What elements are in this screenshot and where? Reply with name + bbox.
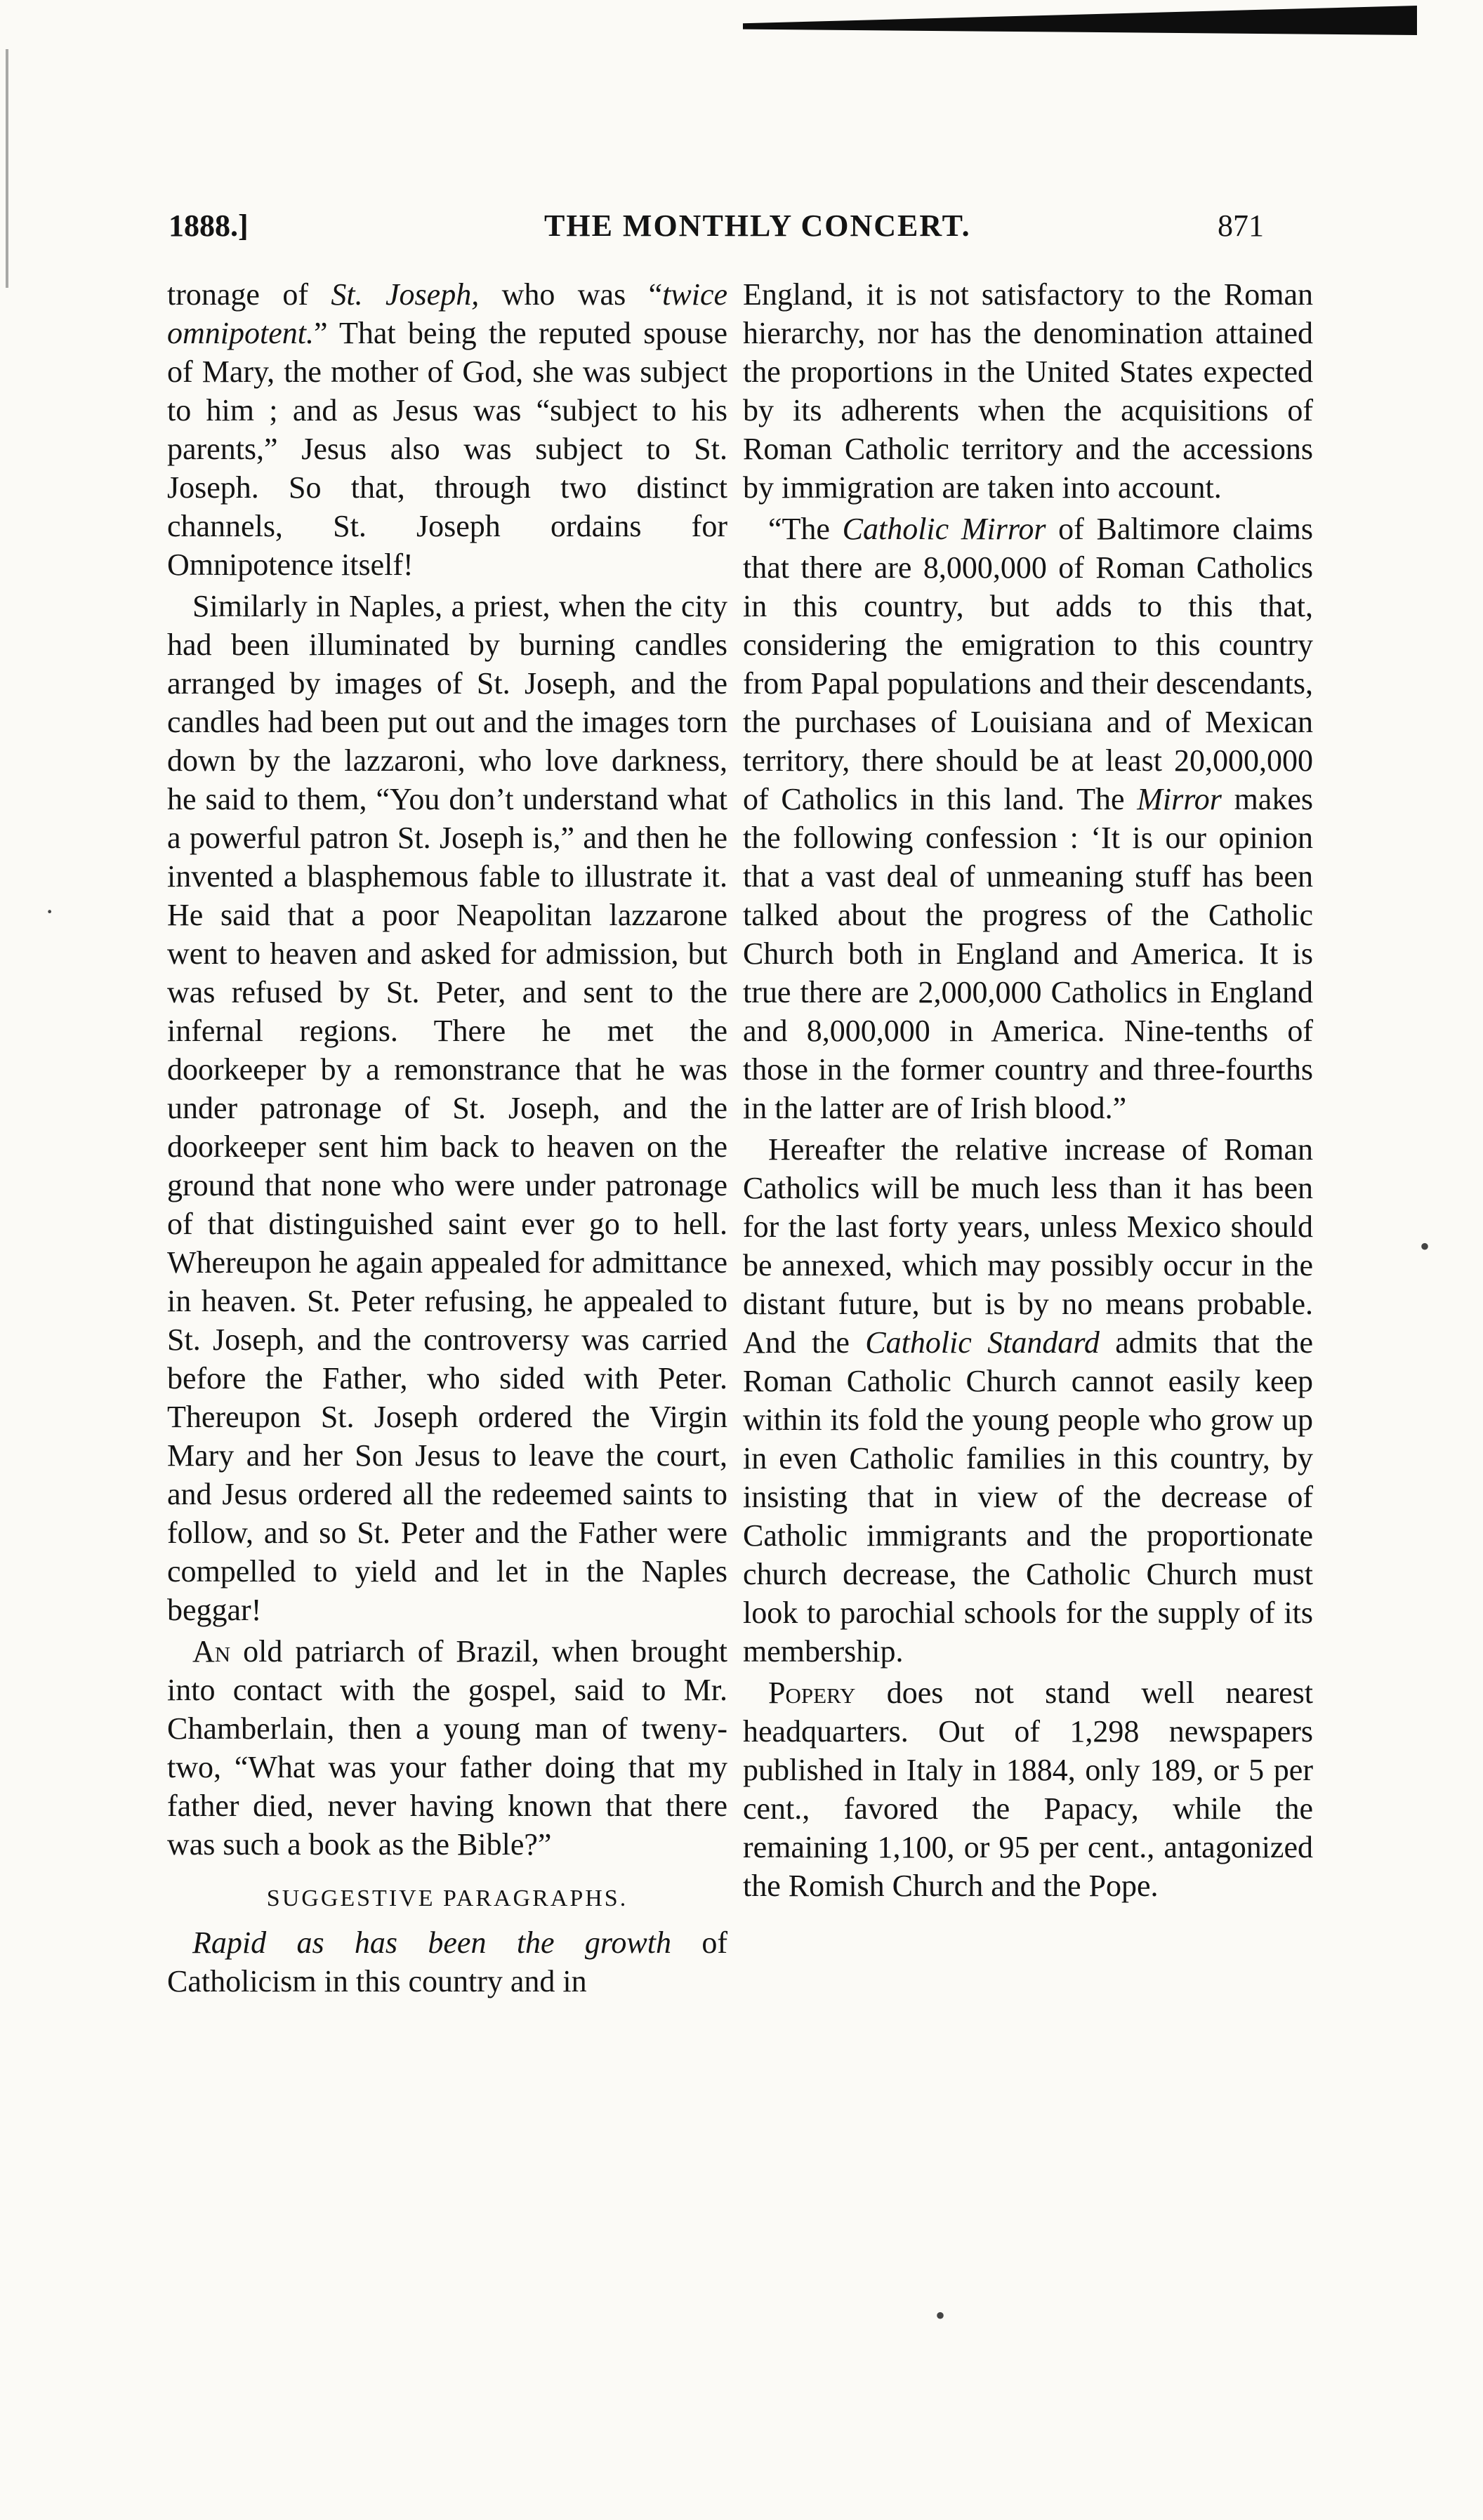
section-subheading: SUGGESTIVE PARAGRAPHS. [266, 1885, 628, 1911]
text-run: admits that the Roman Catholic Church cannot easily keep within its fold the young people who grow up in even Catholic families in this country, by insisting that in view of the decrease of Catholic immigrants and the proportionate church decrease, the Catholic Church must look to parochial schools for the supply of its membership. [743, 1325, 1314, 1669]
text-run-smallcaps: Popery [768, 1676, 856, 1710]
text-run: of Catholicism in this country and in [167, 1925, 727, 1998]
text-run: Hereafter the relative increase of Roman Catholics will be much less than it has been for the last forty years, unless Mexico should be annexed, which may possibly occur in the distant future, but is by no means probable. And the [743, 1132, 1313, 1360]
text-run: does not stand well nearest headquarters. Out of 1,298 newspapers published in Italy in 1884, only 189, or 5 per cent., favored the Papacy, while the remaining 1,100, or 95 per cent., antagonized the Romish Church and the Pope. [743, 1676, 1313, 1903]
text-run: of Baltimore claims that there are 8,000,000 of Roman Catholics in this country, but adds to this that, considering the emigration to this country from Papal populations and their descendants, the purchases of Louisiana and of Mexican territory, there should be at least 20,000,000 of Catholics in this land. The [743, 512, 1314, 816]
right-column [743, 275, 1313, 1908]
running-header [169, 208, 1264, 250]
header-page-number: 871 [1218, 208, 1264, 243]
left-paragraph-4 [167, 1923, 727, 2001]
text-run: who was “ [479, 277, 663, 312]
text-run-smallcaps: An [192, 1634, 231, 1669]
text-run-italic: Rapid as has been the growth [192, 1925, 671, 1960]
left-column [167, 275, 727, 2003]
text-run-italic: Catholic Standard [865, 1325, 1100, 1360]
margin-speck: • [1420, 1231, 1430, 1262]
text-run-italic: St. Joseph, [331, 277, 480, 312]
text-run-italic: Mirror [1137, 782, 1222, 816]
right-paragraph-3 [743, 1130, 1313, 1671]
left-paragraph-1 [167, 275, 727, 584]
text-run: tronage of [167, 277, 331, 312]
text-run: ” That being the reputed spouse of Mary, the mother of God, she was subject to him ; and as Jesus was “subject to his parents,” Jesus also was subject to St. Joseph. So that, through two distinct channels, St. Joseph ordains for Omnipotence itself! [167, 316, 727, 582]
text-run-italic: twice omnipotent. [167, 277, 727, 350]
text-run: old patriarch of Brazil, when brought into contact with the gospel, said to Mr. Chamberlain, then a young man of tweny-two, “What was your father doing that my father died, never having known that there was such a book as the Bible?” [167, 1634, 727, 1862]
right-paragraph-1: England, it is not satisfactory to the Roman hierarchy, nor has the denomination attained the proportions in the United States expected by its adherents when the acquisitions of Roman Catholic territory and the accessions by immigration are taken into account. [743, 277, 1313, 505]
text-run-italic: Catholic Mirror [842, 512, 1046, 546]
text-run: “The [768, 512, 843, 546]
margin-speck: · [45, 896, 55, 927]
left-paragraph-2: Similarly in Naples, a priest, when the city had been illuminated by burning candles arranged by images of St. Joseph, and the candles had been put out and the images torn down by the lazzaroni, who love darkness, he said to them, “You don’t understand what a powerful patron St. Joseph is,” and then he invented a blasphemous fable to illustrate it. He said that a poor Neapolitan lazzarone went to heaven and asked for admission, but was refused by St. Peter, and sent to the infernal regions. There he met the doorkeeper by a remonstrance that he was under patronage of St. Joseph, and the doorkeeper sent him back to heaven on the ground that none who were under patronage of that distinguished saint ever go to hell. Whereupon he again appealed for admittance in heaven. St. Peter refusing, he appealed to St. Joseph, and the controversy was carried before the Father, who sided with Peter. Thereupon St. Joseph ordered the Virgin Mary and her Son Jesus to leave the court, and Jesus ordered all the redeemed saints to follow, and so St. Peter and the Father were compelled to yield and let in the Naples beggar! [167, 589, 727, 1627]
left-paragraph-3 [167, 1632, 727, 1864]
top-printed-rule [743, 6, 1417, 35]
right-paragraph-2 [743, 510, 1313, 1127]
page-edge-mark [6, 49, 8, 288]
margin-speck: • [935, 2300, 946, 2331]
text-run: makes the following confession : ‘It is our opinion that a vast deal of unmeaning stuff has been talked about the progress of the Catholic Church both in England and America. It is true there are 2,000,000 Catholics in England and 8,000,000 in America. Nine-tenths of those in the former country and three-fourths in the latter are of Irish blood.” [743, 782, 1313, 1125]
header-title: THE MONTHLY CONCERT. [544, 208, 971, 243]
right-paragraph-4 [743, 1673, 1313, 1905]
header-year: 1888.] [169, 208, 249, 243]
